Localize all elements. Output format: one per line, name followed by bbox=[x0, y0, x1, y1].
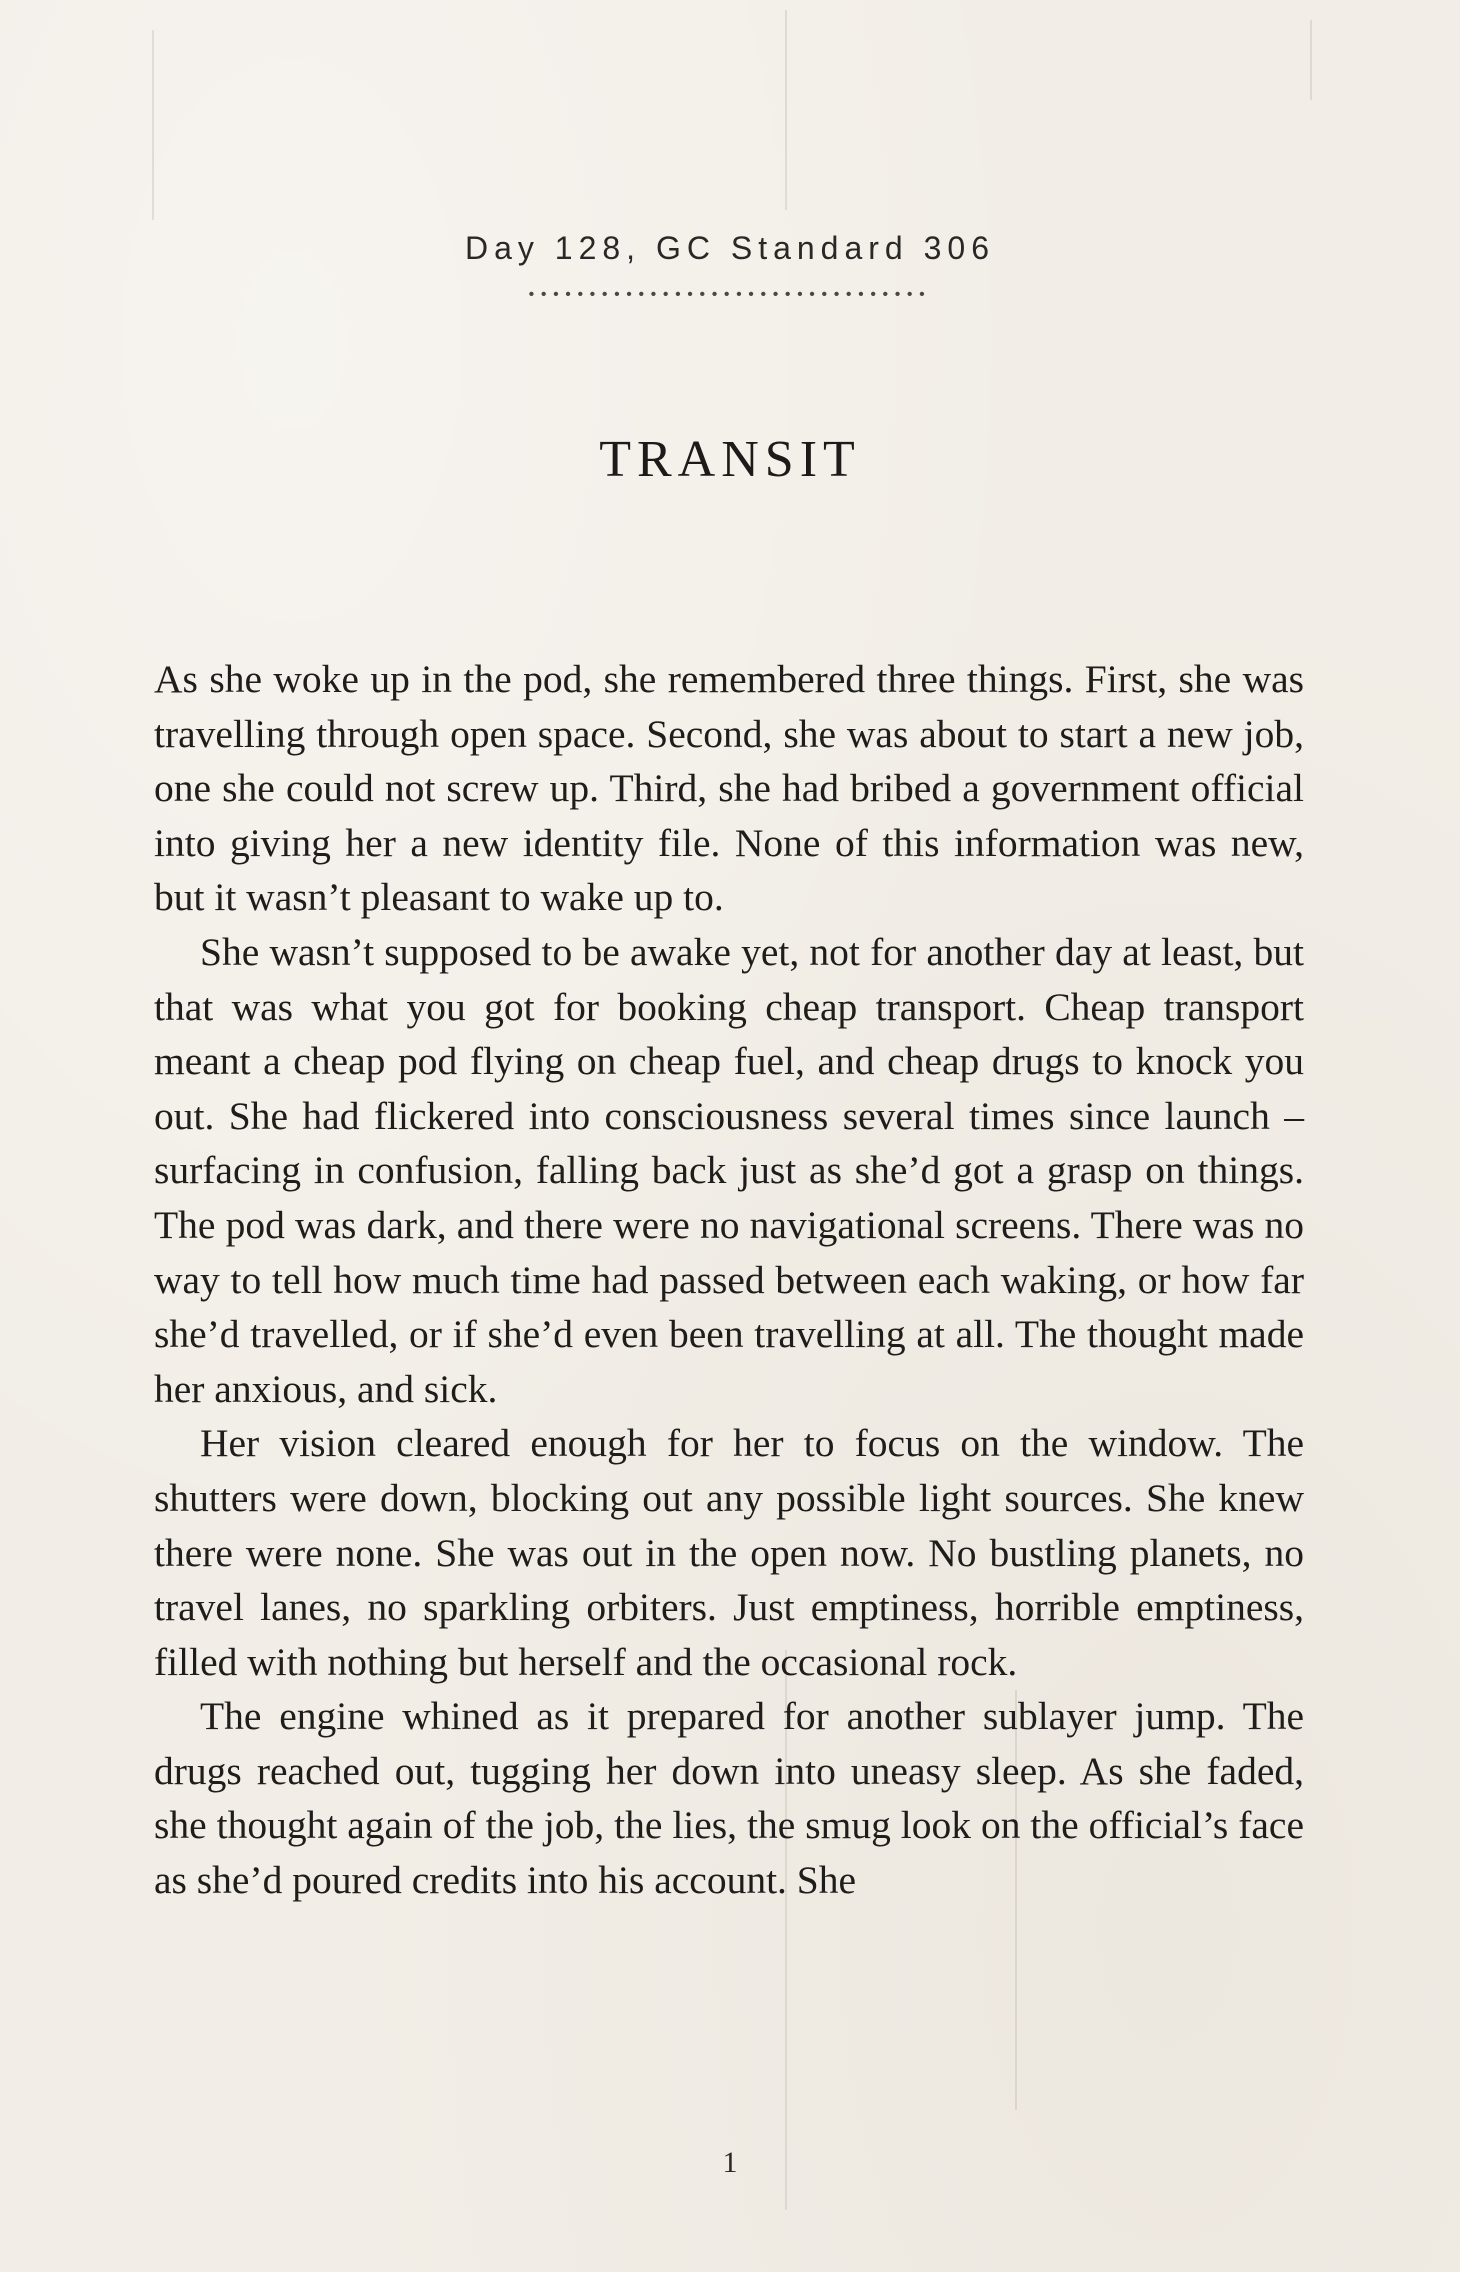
paragraph: The engine whined as it prepared for another sublayer jump. The drugs reached out, tugging her down into uneasy sleep. As she faded, she thought again of the job, the lies, the smug look on the official’s face as she’d poured credits into his account. She bbox=[154, 1694, 1304, 1903]
chapter-title: TRANSIT bbox=[599, 431, 861, 488]
paper-crease bbox=[152, 30, 154, 220]
paragraph: Her vision cleared enough for her to focus on the window. The shutters were down, blocking out any possible light sources. She knew there were none. She was out in the open now. No bustling planets, no travel lanes, no sparkling orbiters. Just emptiness, horrible emptiness, filled with nothing but herself and the occasional rock. bbox=[154, 1421, 1304, 1684]
paragraph: As she woke up in the pod, she remembered three things. First, she was travelling through open space. Second, she was about to start a new job, one she could not screw up. Third, she had bribed a government official into giving her a new identity file. None of this information was new, but it wasn’t pleasant to wake up to. bbox=[154, 657, 1304, 920]
paragraph: She wasn’t supposed to be awake yet, not for another day at least, but that was what you got for booking cheap transport. Cheap transport meant a cheap pod flying on cheap fuel, and cheap drugs to knock you out. She had flickered into consciousness several times since launch – surfacing in confusion, falling back just as she’d got a grasp on things. The pod was dark, and there were no navigational screens. There was no way to tell how much time had passed between each waking, or how far she’d travelled, or if she’d even been travelling at all. The thought made her anxious, and sick. bbox=[154, 929, 1304, 1411]
paper-crease bbox=[785, 10, 787, 210]
dotted-ornament: ••••••••••••••••••••••••••••••••• bbox=[528, 286, 932, 303]
paper-crease bbox=[1310, 20, 1312, 100]
page-number: 1 bbox=[722, 2146, 738, 2179]
chapter-dateline: Day 128, GC Standard 306 bbox=[464, 230, 995, 266]
chapter-body bbox=[154, 652, 1304, 1908]
